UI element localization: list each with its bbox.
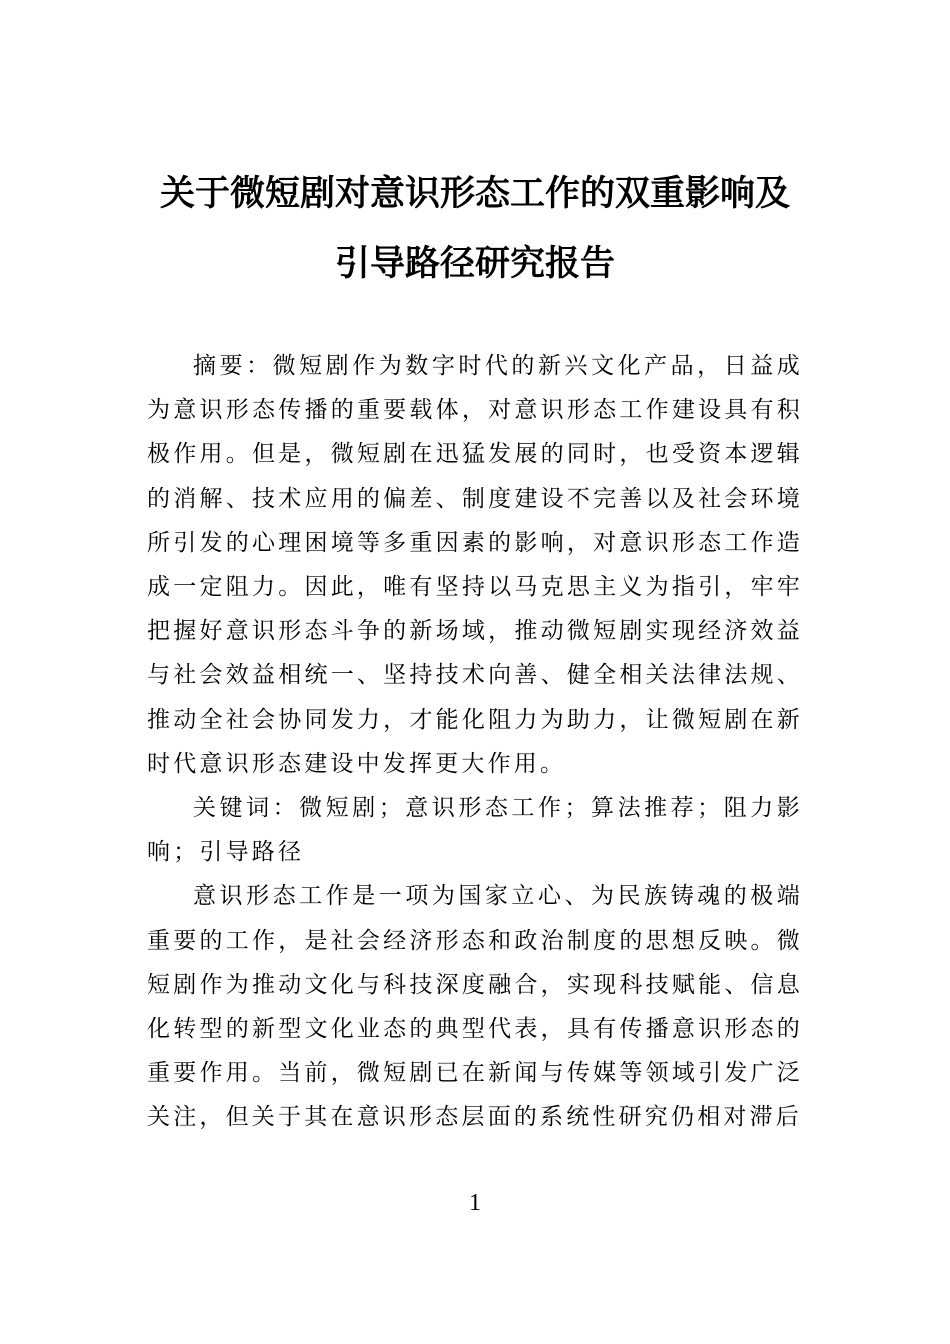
document-body: [147, 344, 803, 1140]
keywords-paragraph: 关键词：微短剧；意识形态工作；算法推荐；阻力影响；引导路径: [147, 795, 803, 866]
abstract-paragraph: 摘要：微短剧作为数字时代的新兴文化产品，日益成为意识形态传播的重要载体，对意识形态工作建设具有积极作用。但是，微短剧在迅猛发展的同时，也受资本逻辑的消解、技术应用的偏差、制度建设不完善以及社会环境所引发的心理困境等多重因素的影响，对意识形态工作造成一定阻力。因此，唯有坚持以马克思主义为指引，牢牢把握好意识形态斗争的新场域，推动微短剧实现经济效益与社会效益相统一、坚持技术向善、健全相关法律法规、推动全社会协同发力，才能化阻力为助力，让微短剧在新时代意识形态建设中发挥更大作用。: [147, 353, 803, 777]
document-title-line-1: 关于微短剧对意识形态工作的双重影响及: [159, 173, 790, 214]
intro-paragraph: 意识形态工作是一项为国家立心、为民族铸魂的极端重要的工作，是社会经济形态和政治制度的思想反映。微短剧作为推动文化与科技深度融合，实现科技赋能、信息化转型的新型文化业态的典型代表，具有传播意识形态的重要作用。当前，微短剧已在新闻与传媒等领域引发广泛关注，但关于其在意识形态层面的系统性研究仍相对滞后: [147, 883, 803, 1131]
document-title-line-2: 引导路径研究报告: [334, 243, 615, 284]
page-number: 1: [469, 1190, 481, 1216]
